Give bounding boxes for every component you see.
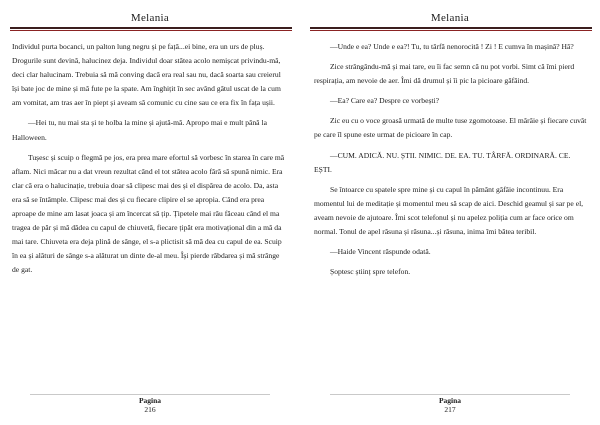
page-header: Melania	[430, 12, 470, 24]
paragraph: Se întoarce cu spatele spre mine și cu capul în pământ gâfâie incontinuu. Era momentul lui de meditație și momentul meu să scap de aici. Deschid geamul și sar pe el, aveam nevoie de ajutoare. Îmi scot telefonul și nu apelez poliția cum ar face orice om normal. Tonul de apel răsuna și răsuna...și răsuna, inima îmi bătea teribil.	[314, 184, 584, 237]
right-page	[300, 0, 600, 425]
page-footer	[0, 396, 300, 414]
paragraph: Zic eu cu o voce groasă urmată de multe tuse zgomotoase. El mârâie și fiecare cuvât pe care îl spune este urmat de picioare în cap.	[314, 116, 587, 140]
page-body	[12, 40, 288, 284]
footer-label: Pagina	[438, 396, 462, 405]
paragraph: —Unde e ea? Unde e ea?! Tu, tu târfă nenorocită ! Zi ! E cumva în mașină? Hă?	[330, 42, 574, 51]
header-rule-dark	[310, 27, 592, 29]
header-rule-red	[310, 30, 592, 31]
paragraph: Șoptesc științ spre telefon.	[330, 267, 411, 277]
page-footer	[300, 396, 600, 414]
header-rule-dark	[10, 27, 292, 29]
footer-rule	[30, 394, 270, 395]
page-body	[314, 40, 590, 285]
page-header: Melania	[130, 12, 170, 24]
paragraph: —Hei tu, nu mai sta și te holba la mine și ajută-mă. Apropo mai e mult până la Halloween.	[12, 118, 267, 142]
paragraph: Tușesc și scuip o flegmă pe jos, era prea mare efortul să vorbesc în starea în care mă aflam. Nici măcar nu a dat vreun rezultat când el tot stătea acolo fără să spună nimic. Era clar că era o halucinație, trebuia doar să clipesc mai des și el dispărea de acolo. Da, asta era să se întâmple. Clipesc mai des și cu fiecare clipire el se apropia. Când era prea aproape de mine am lasat joaca și am încercat să țip. Țipetele mai rău făceau când el ma tragea de păr și mă dădea cu capul de chiuvetă, fiecare țipăt era motivațional din a mă da mai tare. Chiuveta era deja plină de sânge, el s-a plictisit să mă dea cu capul de ea. Scuip în ea și alături de sânge s-a alăturat un dinte de-al meu. Își pierde răbdarea și mă strânge de gat.	[12, 152, 285, 275]
footer-label: Pagina	[138, 396, 162, 405]
paragraph: —Ea? Care ea? Despre ce vorbești?	[330, 96, 439, 106]
paragraph: Individul purta bocanci, un palton lung negru și pe față...ei bine, era un urs de pluș. Drogurile sunt devină, halucinez deja. Individul doar stătea acolo nemișcat privindu-mă, deci clar halucinam. Trebuia să mă conving dacă era real sau nu, dacă soarta sau creierul își bate joc de mine și mă fute pe la spate. Am înghițit în sec având gâtul uscat de la cum am vomitat, am tras aer în piept și aveam să comunic cu cine sau ce era fix în fața ușii.	[12, 42, 281, 108]
paragraph: —Haide Vincent răspunde odată.	[330, 247, 431, 257]
paragraph: Zice strângându-mă și mai tare, eu îi fac semn că nu pot vorbi. Simt că îmi pierd respirația, am nevoie de aer. Îmi dă drumul și îi pic la picioare gâfâind.	[314, 62, 575, 86]
header-rule-red	[10, 30, 292, 31]
footer-rule	[330, 394, 570, 395]
page-number: 217	[444, 405, 456, 414]
paragraph: —CUM. ADICĂ. NU. ȘTII. NIMIC. DE. EA. TU. TÂRFĂ. ORDINARĂ. CE. EȘTI.	[314, 150, 571, 174]
page-number: 216	[144, 405, 156, 414]
